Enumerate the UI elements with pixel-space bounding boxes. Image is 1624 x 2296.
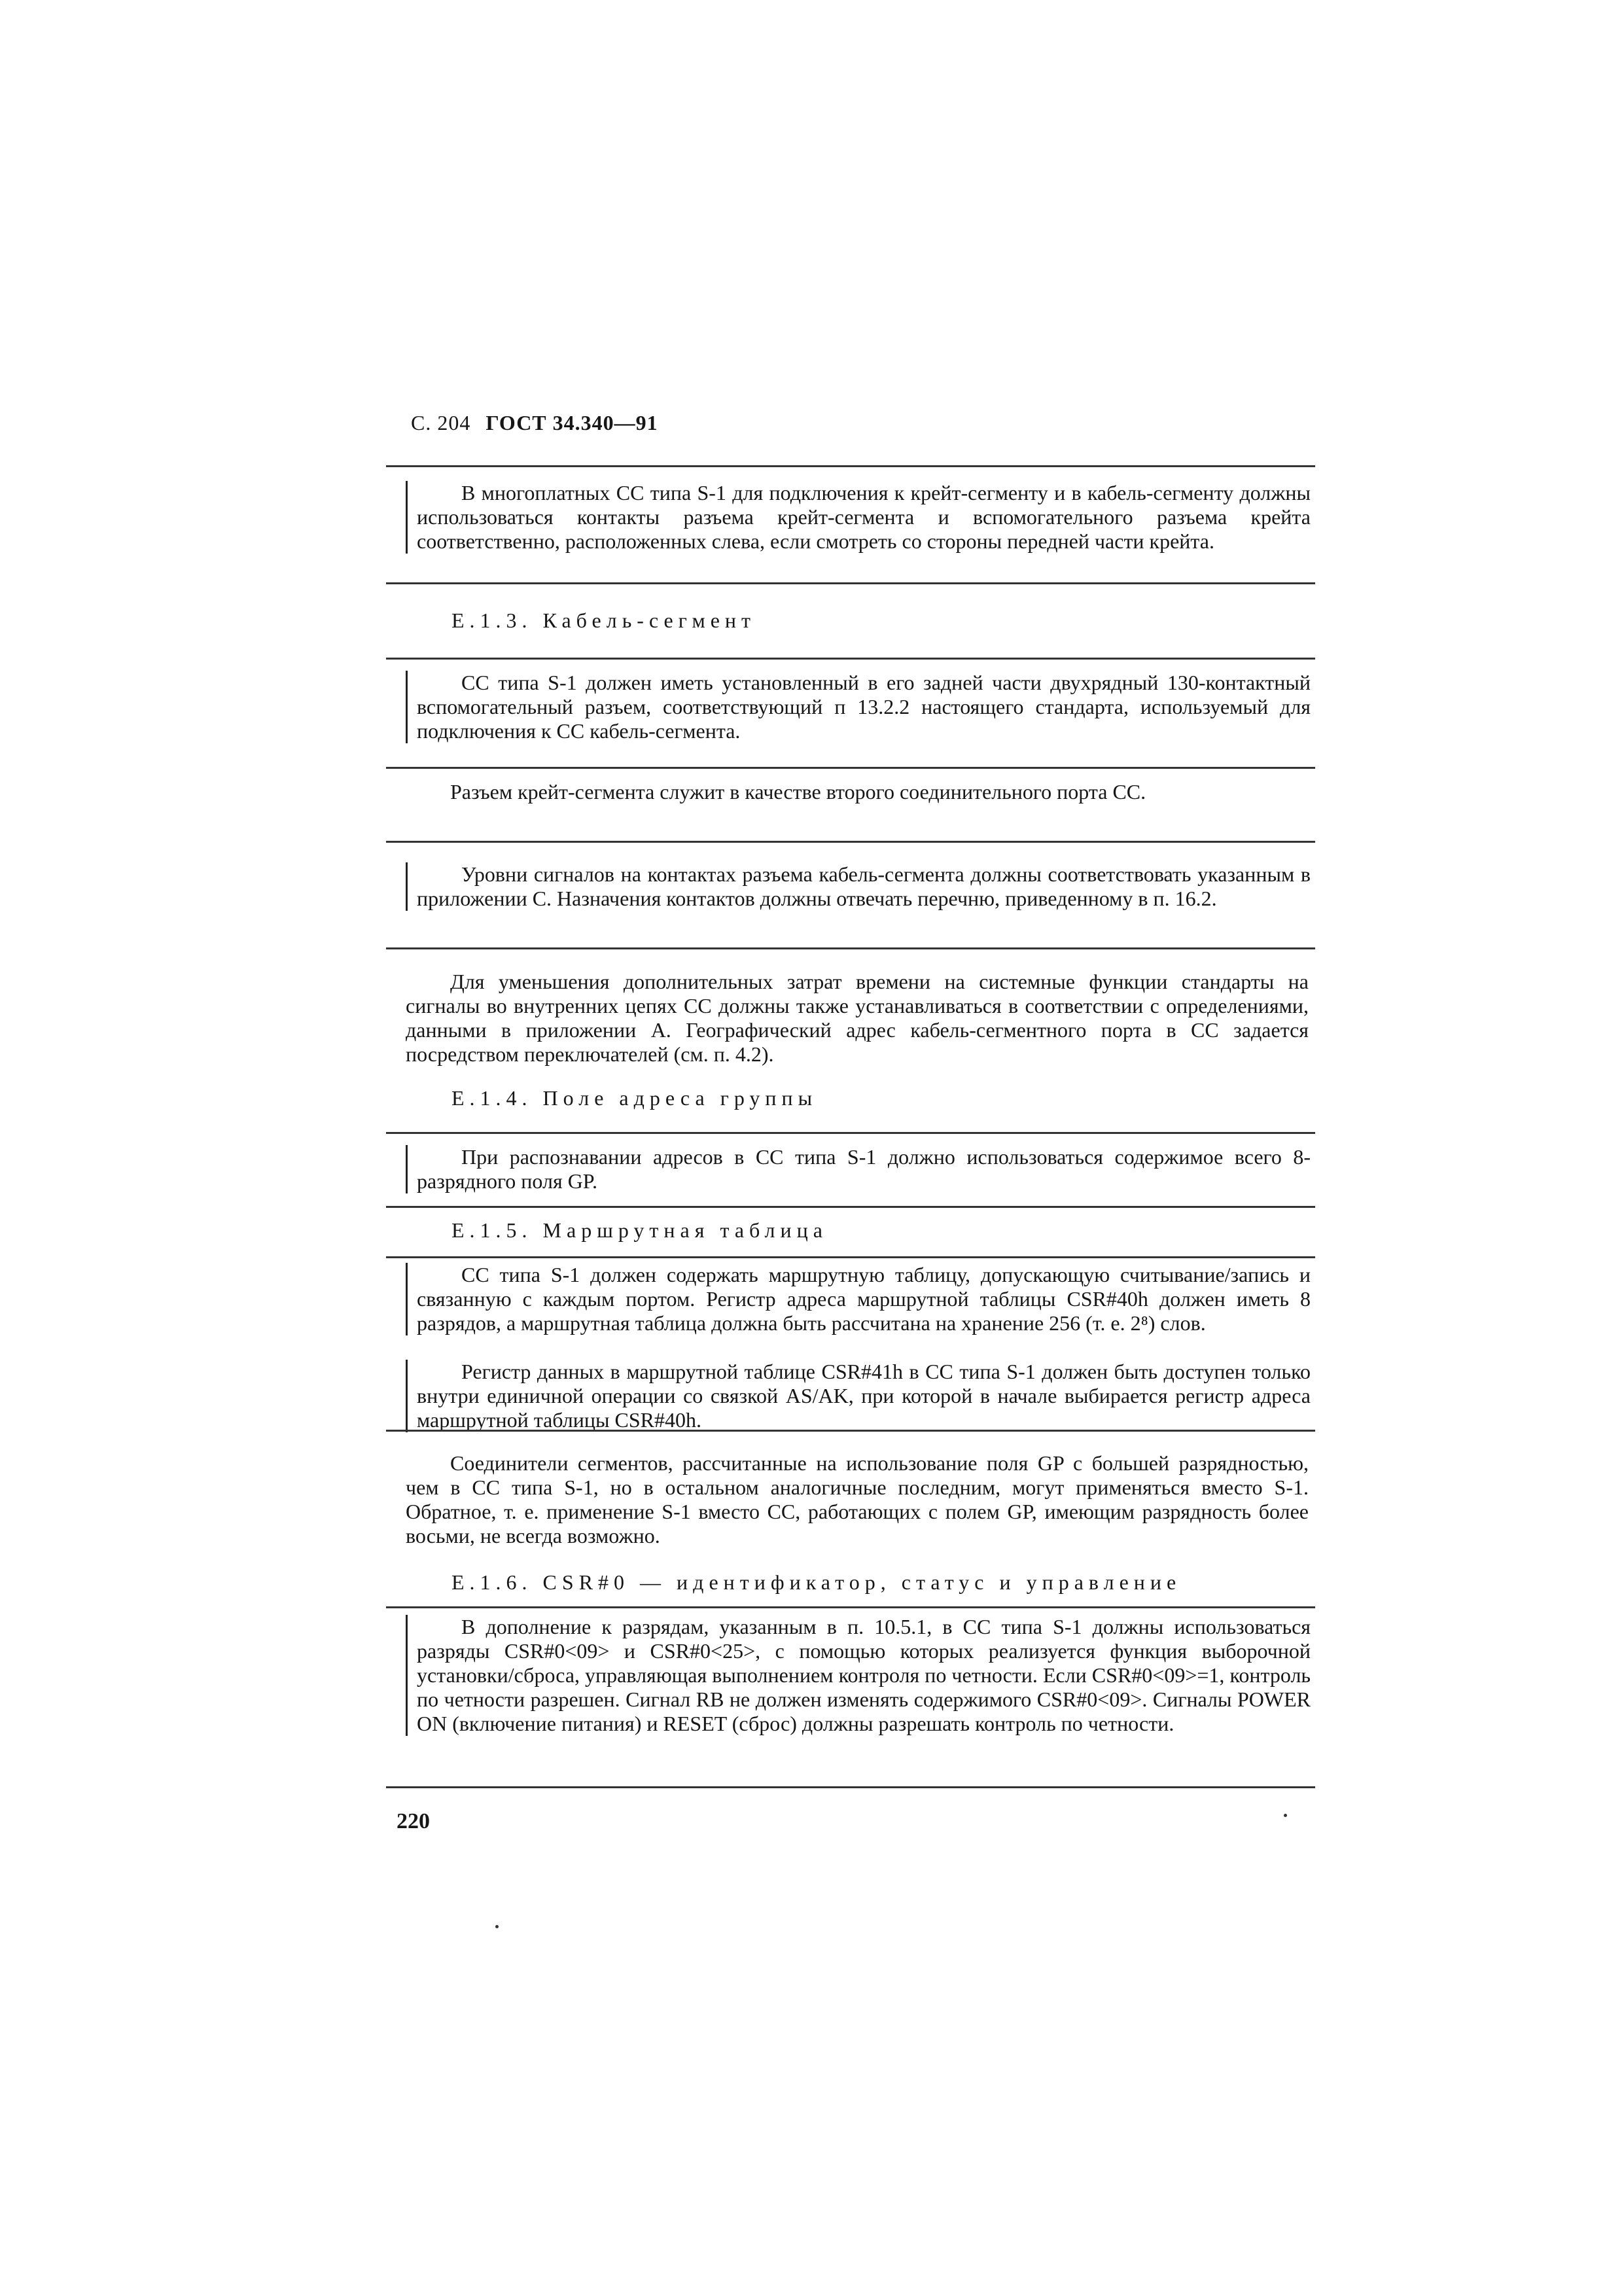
paragraph-segment-connectors: Соединители сегментов, рассчитанные на использование поля GP с большей разрядностью, чем в СС типа S-1, но в остальном аналогичные последним, могут применяться вместо S-1. Обратное, т. е. применение S-1 вместо СС, работающих с полем GP, имеющим разрядность более восьми, не всегда возможно. xyxy=(406,1451,1309,1547)
standard-title: ГОСТ 34.340—91 xyxy=(485,411,658,434)
section-rule xyxy=(386,465,1315,467)
scan-speck xyxy=(495,1925,499,1928)
section-rule xyxy=(386,1430,1315,1432)
section-rule xyxy=(386,841,1315,843)
section-rule xyxy=(386,1132,1315,1134)
paragraph-routing-table-data: Регистр данных в маршрутной таблице CSR#41h в СС типа S-1 должен быть доступен только внутри единичной операции со связкой AS/AK, при которой в начале выбирается регистр адреса маршрутной таблицы CSR#40h. xyxy=(406,1360,1311,1432)
section-rule xyxy=(386,1206,1315,1208)
paragraph-routing-table-address: СС типа S-1 должен содержать маршрутную таблицу, допускающую считывание/запись и связанную с каждым портом. Регистр адреса маршрутной таблицы CSR#40h должен иметь 8 разрядов, а маршрутная таблица должна быть рассчитана на хранение 256 (т. е. 2⁸) слов. xyxy=(406,1263,1311,1335)
section-rule xyxy=(386,947,1315,949)
page-label: С. 204 xyxy=(411,411,471,434)
paragraph-signal-standards: Для уменьшения дополнительных затрат времени на системные функции стандарты на сигналы во внутренних цепях СС должны также устанавливаться в соответствии с определениями, данными в приложении А. Географический адрес кабель-сегментного порта в СС задается посредством переключателей (см. п. 4.2). xyxy=(406,970,1309,1066)
section-heading-group-address-field: Е.1.4. Поле адреса группы xyxy=(451,1086,818,1110)
section-rule xyxy=(386,1606,1315,1608)
paragraph-parity-control: В дополнение к разрядам, указанным в п. 10.5.1, в СС типа S-1 должны использоваться разряды CSR#0<09> и CSR#0<25>, с помощью которых реализуется функция выборочной установки/сброса, управляющая выполнением контроля по четности. Если CSR#0<09>=1, контроль по четности разрешен. Сигнал RB не должен изменять содержимого CSR#0<09>. Сигналы POWER ON (включение питания) и RESET (сброс) должны разрешать контроль по четности. xyxy=(406,1615,1311,1736)
scan-speck xyxy=(1284,1814,1287,1817)
paragraph-signal-levels: Уровни сигналов на контактах разъема кабель-сегмента должны соответствовать указанным в приложении С. Назначения контактов должны отвечать перечню, приведенному в п. 16.2. xyxy=(406,862,1311,911)
section-rule xyxy=(386,767,1315,769)
section-heading-csr0: Е.1.6. CSR#0 — идентификатор, статус и управление xyxy=(451,1570,1182,1594)
paragraph-rear-connector: СС типа S-1 должен иметь установленный в его задней части двухрядный 130-контактный вспомогательный разъем, соответствующий п 13.2.2 настоящего стандарта, используемый для подключения к СС кабель-сегмента. xyxy=(406,671,1311,743)
paragraph-crate-connector-port: Разъем крейт-сегмента служит в качестве второго соединительного порта СС. xyxy=(450,780,1146,804)
page-header xyxy=(411,411,658,435)
section-rule xyxy=(386,1256,1315,1258)
section-rule xyxy=(386,582,1315,584)
paragraph-multiboard-contacts: В многоплатных СС типа S-1 для подключения к крейт-сегменту и в кабель-сегменту должны использоваться контакты разъема крейт-сегмента и вспомогательного разъема крейта соответственно, расположенных слева, если смотреть со стороны передней части крейта. xyxy=(406,481,1311,554)
section-heading-routing-table: Е.1.5. Маршрутная таблица xyxy=(451,1218,828,1242)
page-number: 220 xyxy=(397,1809,430,1833)
section-heading-cable-segment: Е.1.3. Кабель-сегмент xyxy=(451,609,756,632)
section-rule xyxy=(386,1786,1315,1788)
section-rule xyxy=(386,658,1315,660)
paragraph-gp-field: При распознавании адресов в СС типа S-1 должно использоваться содержимое всего 8-разрядного поля GP. xyxy=(406,1145,1311,1193)
